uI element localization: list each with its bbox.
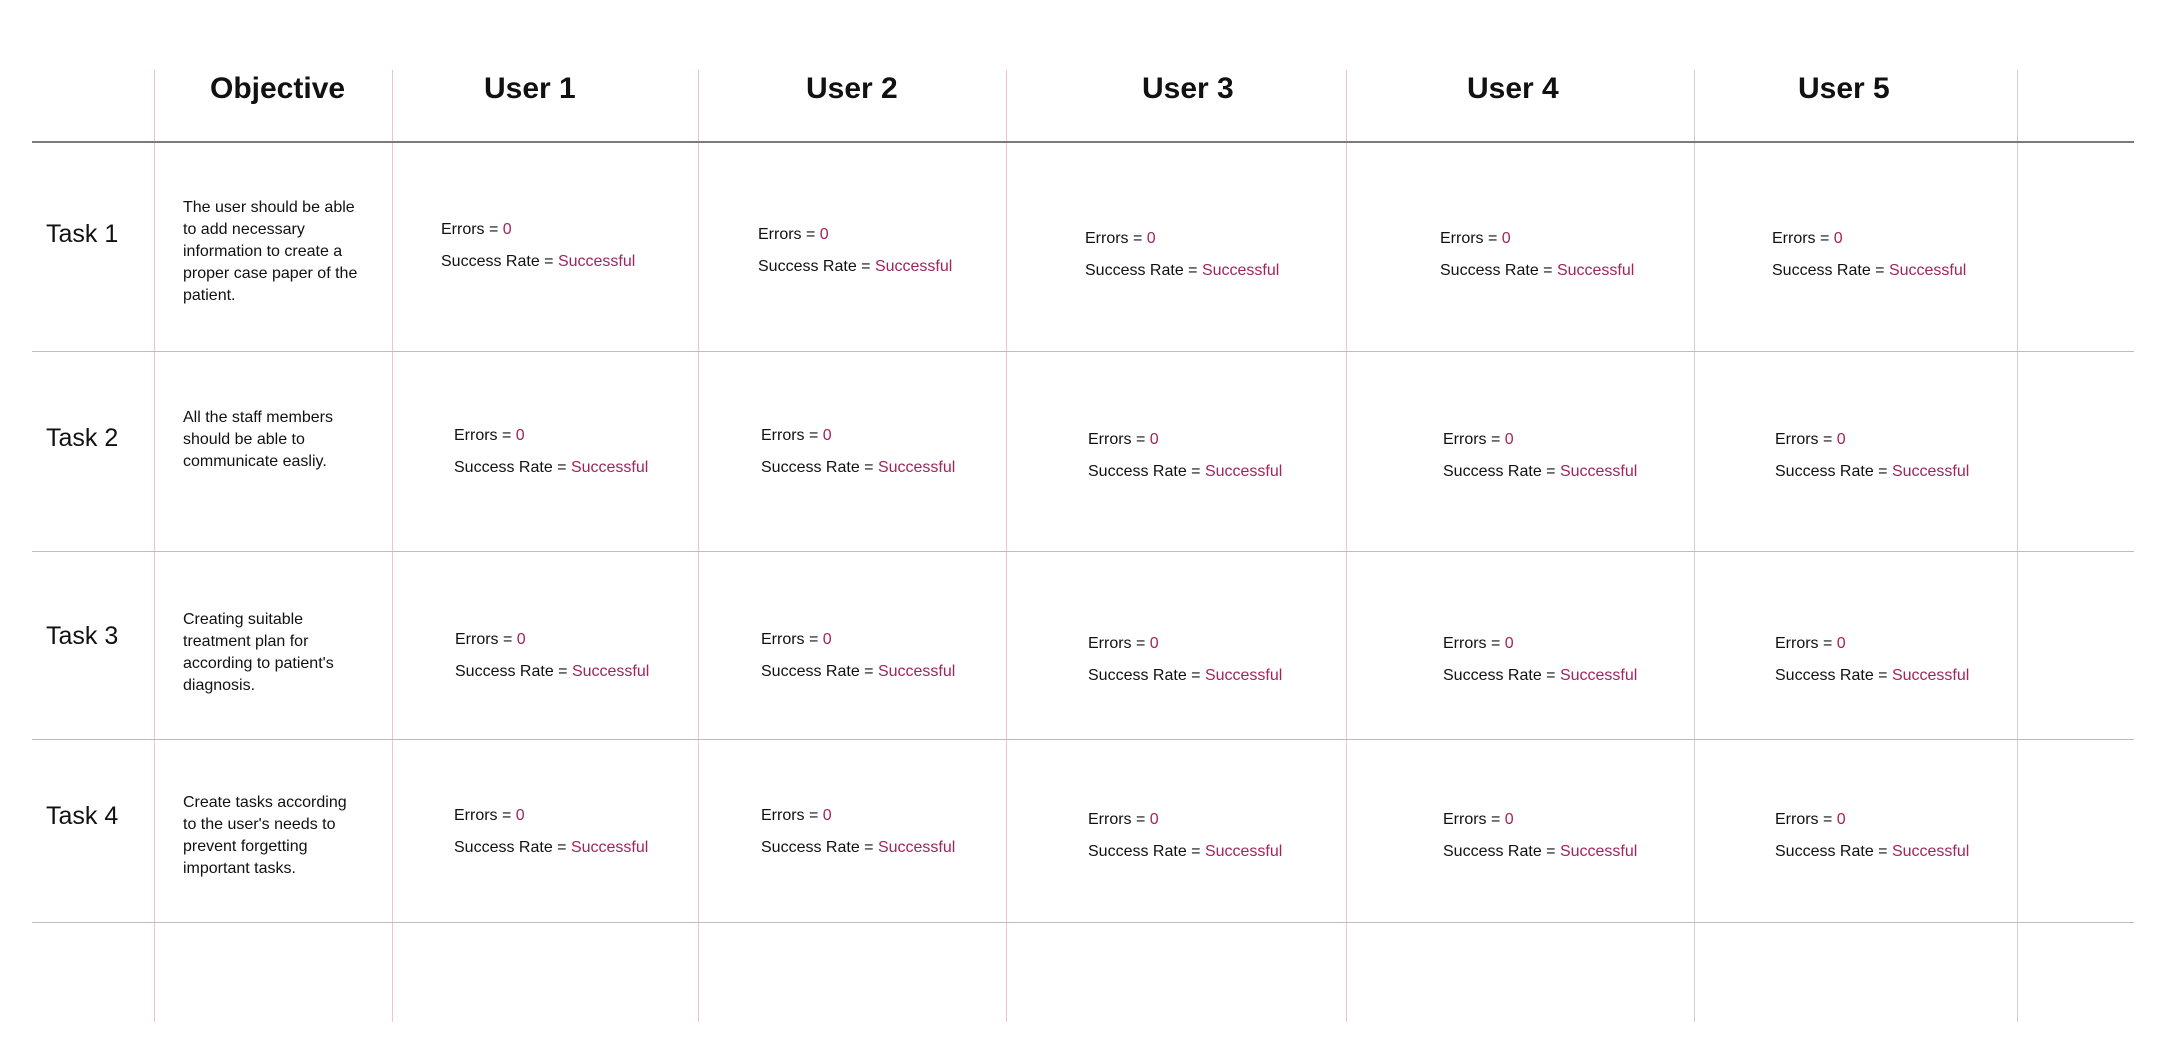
column-divider (392, 70, 393, 1022)
errors-label: Errors = (1443, 635, 1505, 652)
success-value: Successful (1559, 667, 1638, 684)
errors-line (1775, 424, 1969, 456)
success-label: Success Rate = (1775, 463, 1892, 480)
errors-value: 0 (1149, 431, 1159, 448)
header-user-2: User 2 (806, 72, 898, 105)
errors-value: 0 (822, 807, 832, 824)
success-label: Success Rate = (1443, 667, 1560, 684)
errors-line (758, 219, 952, 251)
success-line (1775, 836, 1969, 868)
errors-value: 0 (1836, 635, 1846, 652)
errors-label: Errors = (1440, 230, 1502, 247)
success-value: Successful (1204, 843, 1283, 860)
errors-line (1775, 628, 1969, 660)
errors-line (1772, 223, 1966, 255)
errors-label: Errors = (454, 427, 516, 444)
task-label: Task 3 (46, 622, 119, 650)
objective-text: The user should be able to add necessary information to create a proper case paper of the patient. (183, 199, 358, 304)
errors-line (1088, 628, 1282, 660)
success-value: Successful (1204, 463, 1283, 480)
errors-value: 0 (819, 226, 829, 243)
success-line (454, 452, 648, 484)
errors-value: 0 (822, 427, 832, 444)
errors-value: 0 (1836, 431, 1846, 448)
errors-value: 0 (1501, 230, 1511, 247)
header-user-5: User 5 (1798, 72, 1890, 105)
task-label: Task 1 (46, 220, 119, 248)
success-label: Success Rate = (761, 839, 878, 856)
result-cell (1775, 804, 1969, 868)
column-divider (154, 70, 155, 1022)
success-line (455, 656, 649, 688)
result-cell (1088, 424, 1282, 488)
result-cell (1443, 424, 1637, 488)
errors-value: 0 (1149, 635, 1159, 652)
errors-value: 0 (1146, 230, 1156, 247)
success-value: Successful (1891, 843, 1970, 860)
success-value: Successful (1891, 667, 1970, 684)
success-line (1772, 255, 1966, 287)
success-label: Success Rate = (1775, 667, 1892, 684)
errors-line (454, 420, 648, 452)
success-value: Successful (1556, 262, 1635, 279)
errors-label: Errors = (1443, 811, 1505, 828)
errors-label: Errors = (758, 226, 820, 243)
row-divider (32, 922, 2134, 923)
success-value: Successful (1891, 463, 1970, 480)
errors-label: Errors = (1085, 230, 1147, 247)
success-line (761, 452, 955, 484)
result-cell (761, 800, 955, 864)
errors-label: Errors = (761, 807, 823, 824)
errors-value: 0 (1833, 230, 1843, 247)
errors-line (1088, 424, 1282, 456)
success-label: Success Rate = (1775, 843, 1892, 860)
success-line (1775, 660, 1969, 692)
success-value: Successful (1204, 667, 1283, 684)
task-label: Task 4 (46, 802, 119, 830)
success-label: Success Rate = (454, 459, 571, 476)
errors-line (441, 214, 635, 246)
errors-label: Errors = (761, 631, 823, 648)
success-value: Successful (874, 258, 953, 275)
header-user-4: User 4 (1467, 72, 1559, 105)
header-user-3: User 3 (1142, 72, 1234, 105)
result-cell (761, 624, 955, 688)
success-label: Success Rate = (454, 839, 571, 856)
success-label: Success Rate = (1443, 843, 1560, 860)
success-line (1775, 456, 1969, 488)
errors-label: Errors = (761, 427, 823, 444)
result-cell (441, 214, 635, 278)
errors-label: Errors = (441, 221, 503, 238)
result-cell (1772, 223, 1966, 287)
success-line (1088, 836, 1282, 868)
result-cell (1440, 223, 1634, 287)
errors-value: 0 (1504, 635, 1514, 652)
errors-line (455, 624, 649, 656)
result-cell (455, 624, 649, 688)
result-cell (761, 420, 955, 484)
success-label: Success Rate = (761, 663, 878, 680)
success-value: Successful (557, 253, 636, 270)
success-line (1440, 255, 1634, 287)
errors-label: Errors = (1088, 811, 1150, 828)
errors-label: Errors = (1088, 431, 1150, 448)
errors-value: 0 (515, 807, 525, 824)
errors-line (1443, 628, 1637, 660)
result-cell (1775, 424, 1969, 488)
success-line (1443, 660, 1637, 692)
errors-label: Errors = (1775, 431, 1837, 448)
result-cell (454, 420, 648, 484)
errors-line (1443, 804, 1637, 836)
errors-value: 0 (502, 221, 512, 238)
success-label: Success Rate = (1088, 463, 1205, 480)
column-divider (1346, 70, 1347, 1022)
errors-line (1088, 804, 1282, 836)
result-cell (1085, 223, 1279, 287)
result-cell (1088, 804, 1282, 868)
result-cell (454, 800, 648, 864)
errors-value: 0 (515, 427, 525, 444)
column-divider (2017, 70, 2018, 1022)
task-label: Task 2 (46, 424, 119, 452)
errors-value: 0 (1504, 431, 1514, 448)
result-cell (1088, 628, 1282, 692)
result-cell (758, 219, 952, 283)
result-cell (1443, 628, 1637, 692)
errors-line (1085, 223, 1279, 255)
column-divider (1006, 70, 1007, 1022)
errors-line (454, 800, 648, 832)
success-label: Success Rate = (455, 663, 572, 680)
success-line (761, 832, 955, 864)
row-divider (32, 551, 2134, 552)
success-label: Success Rate = (1440, 262, 1557, 279)
errors-label: Errors = (1088, 635, 1150, 652)
success-label: Success Rate = (1772, 262, 1889, 279)
row-divider (32, 351, 2134, 352)
objective-text: Create tasks according to the user's needs to prevent forgetting important tasks. (183, 794, 347, 877)
success-value: Successful (877, 663, 956, 680)
result-cell (1443, 804, 1637, 868)
success-value: Successful (1559, 843, 1638, 860)
success-value: Successful (1559, 463, 1638, 480)
success-value: Successful (877, 839, 956, 856)
success-line (758, 251, 952, 283)
errors-label: Errors = (1775, 635, 1837, 652)
success-value: Successful (571, 663, 650, 680)
errors-value: 0 (1504, 811, 1514, 828)
errors-line (1440, 223, 1634, 255)
errors-line (1443, 424, 1637, 456)
success-label: Success Rate = (441, 253, 558, 270)
success-line (441, 246, 635, 278)
success-label: Success Rate = (1443, 463, 1560, 480)
errors-value: 0 (516, 631, 526, 648)
success-line (1085, 255, 1279, 287)
success-label: Success Rate = (1088, 843, 1205, 860)
column-divider (698, 70, 699, 1022)
objective-text: All the staff members should be able to communicate easliy. (183, 409, 333, 470)
success-value: Successful (1201, 262, 1280, 279)
success-line (454, 832, 648, 864)
result-cell (1775, 628, 1969, 692)
column-divider (1694, 70, 1695, 1022)
success-line (1443, 456, 1637, 488)
success-line (1088, 660, 1282, 692)
errors-label: Errors = (454, 807, 516, 824)
errors-label: Errors = (1772, 230, 1834, 247)
row-divider (32, 739, 2134, 740)
errors-line (761, 420, 955, 452)
success-line (761, 656, 955, 688)
errors-line (761, 624, 955, 656)
errors-line (1775, 804, 1969, 836)
success-label: Success Rate = (758, 258, 875, 275)
errors-label: Errors = (1775, 811, 1837, 828)
success-value: Successful (1888, 262, 1967, 279)
errors-value: 0 (1149, 811, 1159, 828)
objective-text: Creating suitable treatment plan for according to patient's diagnosis. (183, 611, 334, 694)
success-value: Successful (570, 459, 649, 476)
errors-value: 0 (1836, 811, 1846, 828)
success-value: Successful (877, 459, 956, 476)
header-divider (32, 141, 2134, 143)
success-line (1088, 456, 1282, 488)
errors-value: 0 (822, 631, 832, 648)
success-label: Success Rate = (761, 459, 878, 476)
success-label: Success Rate = (1088, 667, 1205, 684)
header-objective: Objective (210, 72, 346, 105)
success-value: Successful (570, 839, 649, 856)
errors-line (761, 800, 955, 832)
errors-label: Errors = (1443, 431, 1505, 448)
header-user-1: User 1 (484, 72, 576, 105)
errors-label: Errors = (455, 631, 517, 648)
success-label: Success Rate = (1085, 262, 1202, 279)
success-line (1443, 836, 1637, 868)
